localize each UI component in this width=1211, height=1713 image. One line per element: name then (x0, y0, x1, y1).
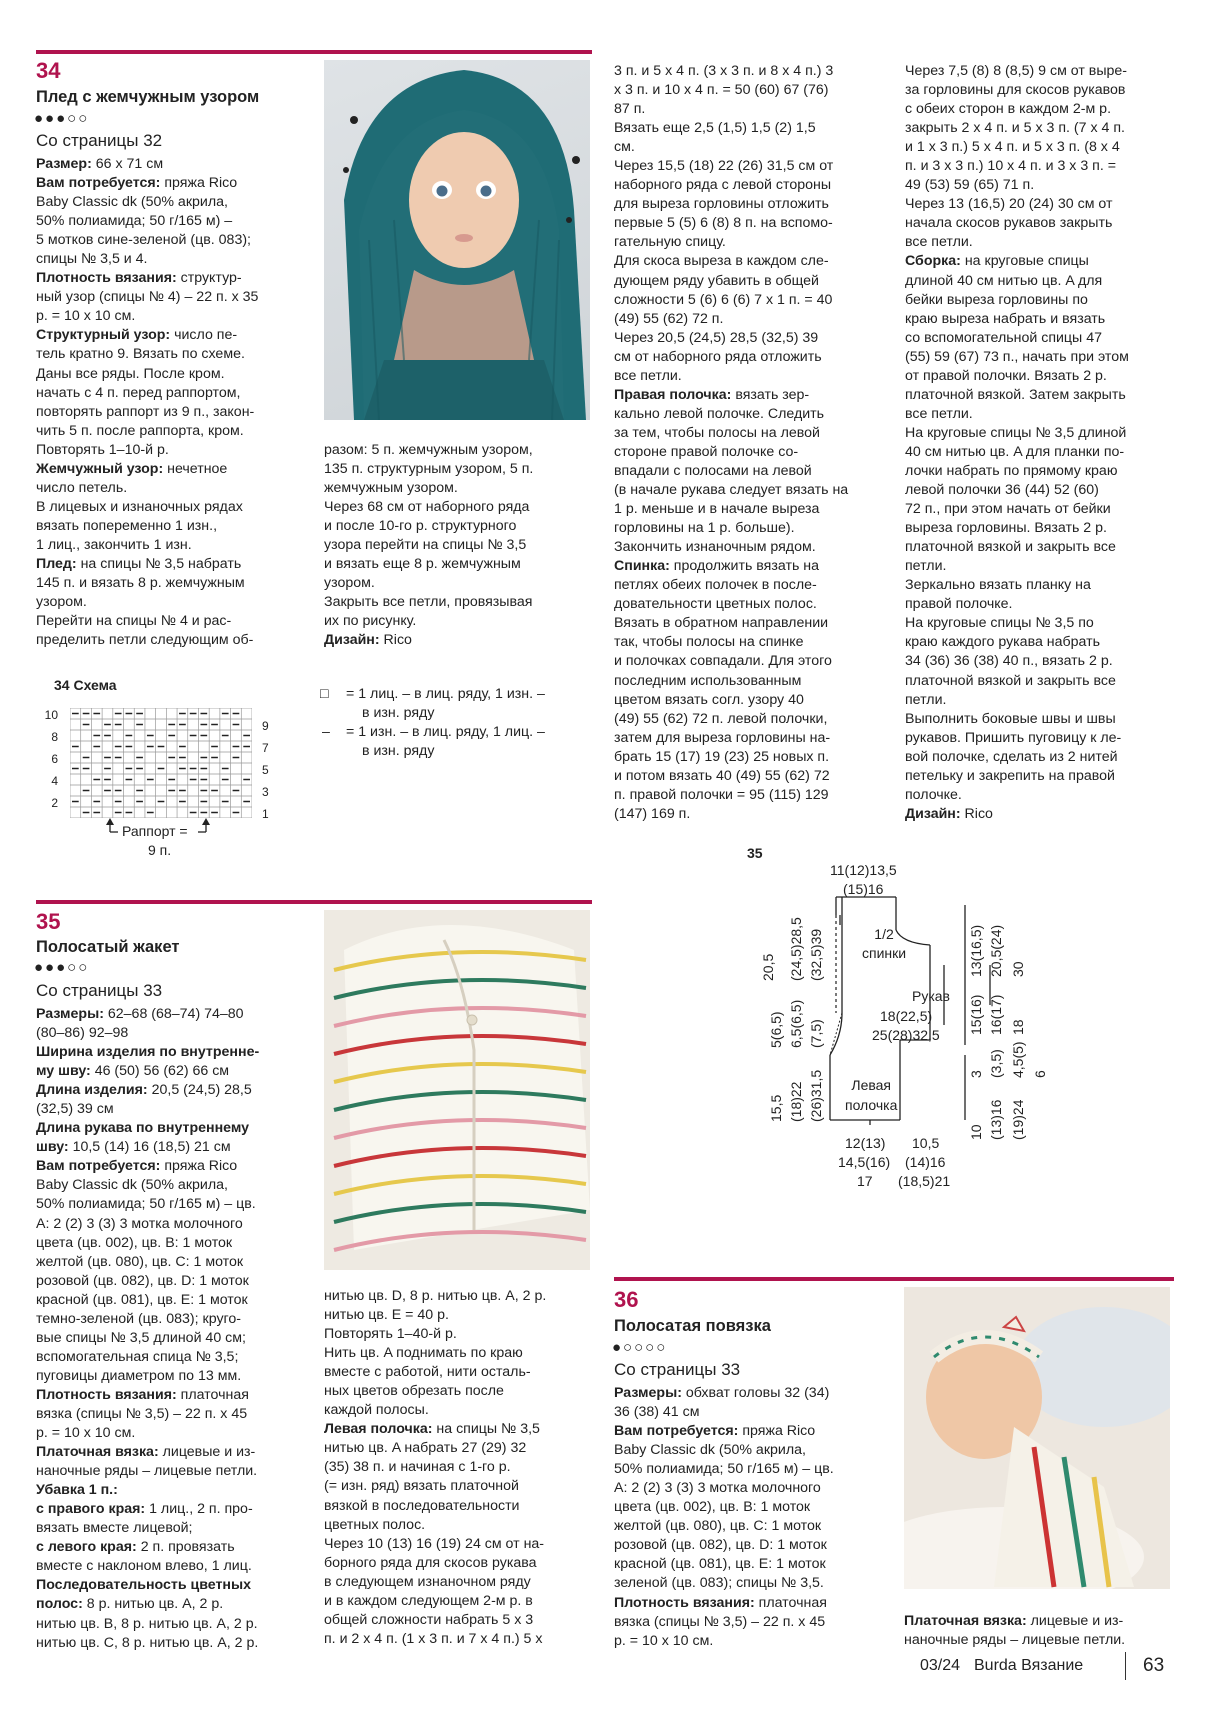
text-line: нитью цв. D, 8 р. нитью цв. A, 2 р. (324, 1288, 547, 1304)
text-line: (в начале рукава следует вязать на (614, 482, 849, 499)
text-line: Дизайн: Rico (905, 805, 993, 822)
text-line: розовой (цв. 082), цв. D: 1 моток (36, 1272, 249, 1289)
text-line: A: 2 (2) 3 (3) 3 мотка молочного (36, 1215, 243, 1232)
text-line: Сборка: на круговые спицы (905, 253, 1089, 270)
section-36-rule (614, 1277, 1174, 1281)
text-line: тель кратно 9. Вязать по схеме. (36, 346, 245, 363)
text-line: Правая полочка: вязать зер- (614, 386, 810, 403)
text-line: темно-зеленой (цв. 083); круго- (36, 1310, 242, 1327)
text-line: Размеры: обхват головы 32 (34) (614, 1385, 830, 1401)
text-line: гательную спицу. (614, 234, 726, 251)
text-line: все петли. (614, 367, 682, 384)
baby-blanket-photo (324, 60, 590, 420)
text-line: наночные ряды – лицевые петли. (36, 1463, 258, 1480)
text-line: A: 2 (2) 3 (3) 3 мотка молочного (614, 1480, 821, 1497)
text-line: сложности 5 (6) 6 (6) 7 x 1 п. = 40 (614, 291, 833, 308)
text-line: 36 (38) 41 см (614, 1404, 700, 1421)
sleeve-width-2: 25(28)32,5 (872, 1027, 940, 1043)
text-line: Длина рукава по внутреннему (36, 1120, 250, 1137)
text-line: за горловины для скосов рукавов (905, 82, 1126, 99)
text-line: пуговицы диаметром по 13 мм. (36, 1367, 242, 1384)
section-36-text-col2 (904, 1612, 1174, 1650)
dim-sleeve-bottom-2: (14)16 (905, 1154, 946, 1170)
text-line: ных цветов обрезать после (324, 1383, 504, 1400)
text-line: затем для выреза горловины на- (614, 729, 831, 746)
dim-armhole-group: 5(6,5) 6,5(6,5) (7,5) (768, 999, 824, 1048)
text-line: жемчужным узором. (324, 480, 458, 497)
dim-length-group: 20,5 (24,5)28,5 (32,5)39 (760, 917, 824, 981)
text-line: Вязать в обратном направлении (614, 615, 829, 632)
text-line: 87 п. (614, 101, 646, 118)
dim-neck-width-1: 11(12)13,5 (830, 862, 897, 878)
text-line: см. (614, 139, 635, 156)
rapport-count: 9 п. (148, 842, 172, 858)
text-line: борного ряда для скосов рукава (324, 1554, 537, 1571)
text-line: левой полочки 36 (44) 52 (60) (905, 482, 1099, 499)
section-34-text-col2 (324, 441, 594, 651)
text-line: Через 20,5 (24,5) 28,5 (32,5) 39 (614, 329, 819, 346)
text-line: вой полочке, сделать из 2 нитей (905, 748, 1118, 765)
text-line: и 1 x 3 п.) 5 x 4 п. и 5 x 3 п. (8 x 4 (905, 139, 1120, 156)
text-line: дующем ряду убавить в общей (614, 272, 819, 289)
text-line: красной (цв. 081), цв. E: 1 моток (614, 1556, 826, 1573)
text-line: полочке. (905, 786, 962, 803)
text-line: за тем, чтобы полосы на левой (614, 424, 820, 441)
text-line: (55) 59 (67) 73 п., начать при этом (905, 348, 1129, 365)
text-line: Структурный узор: число пе- (36, 327, 238, 344)
section-36-text-col1 (614, 1384, 884, 1651)
text-line: Выполнить боковые швы и швы (905, 710, 1116, 727)
text-line: р. = 10 x 10 см. (614, 1632, 714, 1649)
text-line: горловины на 1 р. больше). (614, 520, 795, 537)
text-line: вязка (спицы № 3,5) – 22 п. x 45 (614, 1613, 826, 1630)
text-line: В лицевых и изнаночных рядах (36, 498, 243, 515)
text-line: Дизайн: Rico (324, 632, 412, 649)
text-line: общей сложности набрать 5 x 3 (324, 1611, 534, 1628)
text-line: вязка (спицы № 3,5) – 22 п. x 45 (36, 1405, 248, 1422)
text-line: и вязать еще 8 р. жемчужным (324, 556, 521, 573)
text-line: узора перейти на спицы № 3,5 (324, 537, 527, 554)
text-line: нитью цв. C, 8 р. нитью цв. A, 2 р. (36, 1634, 259, 1651)
text-line: с правого края: 1 лиц., 2 п. про- (36, 1501, 253, 1518)
text-line: 3 п. и 5 x 4 п. (3 x 3 п. и 8 x 4 п.) 3 (614, 63, 834, 79)
dim-neck-width-2: (15)16 (843, 881, 884, 897)
text-line: Закончить изнаночным рядом. (614, 539, 816, 556)
section-35-rule (36, 900, 592, 904)
text-line: Вам потребуется: пряжа Rico (614, 1423, 816, 1440)
text-line: (= изн. ряд) вязать платочной (324, 1478, 519, 1495)
footer-page-number: 63 (1143, 1655, 1165, 1676)
dim-bottom-2: 14,5(16) (838, 1154, 891, 1170)
text-line: (147) 169 п. (614, 805, 691, 822)
text-line: с левого края: 2 п. провязать (36, 1539, 235, 1556)
text-line: разом: 5 п. жемчужным узором, (324, 442, 533, 458)
scheme-left-row-numbers: 10 8 6 4 2 (44, 708, 58, 810)
dim-right-mid-group: 15(16) 16(17) 18 (968, 994, 1026, 1035)
text-line: так, чтобы полосы на спинке (614, 634, 804, 651)
text-line: вязать вместе лицевой; (36, 1520, 193, 1537)
text-line: лочки набрать по прямому краю (905, 462, 1118, 479)
text-line: с обеих сторон в каждом 2-м р. (905, 101, 1112, 118)
text-line: Через 13 (16,5) 20 (24) 30 см от (905, 196, 1113, 213)
text-line: Вязать еще 2,5 (1,5) 1,5 (2) 1,5 (614, 120, 816, 137)
text-line: рукавов. Пришить пуговицу к ле- (905, 729, 1122, 746)
text-line: Последовательность цветных (36, 1577, 251, 1594)
text-line: краю каждого рукава набрать (905, 634, 1100, 651)
text-line: Левая полочка: на спицы № 3,5 (324, 1421, 540, 1438)
text-line: 40 см нитью цв. A для планки по- (905, 443, 1125, 460)
text-line: в следующем изнаночном ряду (324, 1573, 531, 1590)
text-line: пределить петли следующим об- (36, 632, 254, 649)
text-line: для выреза горловины отложить (614, 196, 829, 213)
section-34-title: Плед с жемчужным узором (36, 88, 260, 106)
text-line: x 3 п. и 10 x 4 п. = 50 (60) 67 (76) (614, 82, 829, 99)
text-line: спицы № 3,5 и 4. (36, 251, 148, 268)
text-line: 50% полиамида; 50 г/165 м) – цв. (36, 1196, 256, 1213)
text-line: Плед: на спицы № 3,5 набрать (36, 555, 242, 572)
dim-right-cuff-group: 3 (3,5) 4,5(5) 6 (968, 1041, 1048, 1078)
text-line: 49 (53) 59 (65) 71 п. (905, 177, 1035, 194)
back-piece-label: 1/2 спинки (862, 926, 907, 961)
text-line: му шву: 46 (50) 56 (62) 66 см (36, 1063, 230, 1080)
text-line: Baby Classic dk (50% акрила, (36, 194, 228, 211)
section-34-number: 34 (36, 58, 61, 83)
text-line: впадали с полосами на левой (614, 462, 812, 479)
text-line: (80–86) 92–98 (36, 1025, 129, 1042)
rapport-label: Раппорт = (122, 823, 188, 839)
text-line: вые спицы № 3,5 длиной 40 см; (36, 1329, 246, 1346)
text-line: Вам потребуется: пряжа Rico (36, 1158, 238, 1175)
text-line: все петли. (905, 405, 973, 422)
text-line: и полочках совпадали. Для этого (614, 653, 832, 670)
text-line: брать 15 (17) 19 (23) 25 новых п. (614, 748, 830, 765)
footer-magazine: Burda Вязание (974, 1657, 1084, 1674)
dim-sleeve-bottom-1: 10,5 (912, 1135, 940, 1151)
footer-issue: 03/24 (920, 1657, 961, 1674)
text-line: длиной 40 см нитью цв. A для (905, 272, 1103, 289)
text-line: начать с 4 п. перед раппортом, (36, 384, 241, 401)
text-line: правой полочке. (905, 596, 1013, 613)
text-line: (49) 55 (62) 72 п. (614, 310, 724, 327)
text-line: вместе с работой, нити осталь- (324, 1364, 531, 1381)
section-34-source: Со страницы 32 (36, 131, 163, 150)
text-line: Через 68 см от наборного ряда (324, 499, 530, 516)
text-line: шву: 10,5 (14) 16 (18,5) 21 см (36, 1139, 231, 1156)
text-line: все петли. (905, 234, 973, 251)
sleeve-width-1: 18(22,5) (880, 1008, 933, 1024)
text-line: кально левой полочке. Следить (614, 405, 825, 422)
text-line: 145 п. и вязать 8 р. жемчужным (36, 575, 245, 592)
text-line: вместе с наклоном влево, 1 лиц. (36, 1558, 252, 1575)
text-line: Жемчужный узор: нечетное (36, 460, 228, 477)
text-line: Baby Classic dk (50% акрила, (36, 1177, 228, 1194)
text-line: ный узор (спицы № 4) – 22 п. x 35 (36, 289, 259, 306)
text-line: 50% полиамида; 50 г/165 м) – цв. (614, 1461, 834, 1478)
text-line: платочной вязкой и закрыть все (905, 672, 1116, 689)
text-line: Размеры: 62–68 (68–74) 74–80 (36, 1006, 244, 1022)
diagram-35-number: 35 (747, 845, 763, 861)
text-line: Через 7,5 (8) 8 (8,5) 9 см от выре- (905, 63, 1128, 79)
text-line: 135 п. структурным узором, 5 п. (324, 461, 534, 478)
text-line: 50% полиамида; 50 г/165 м) – (36, 213, 233, 230)
text-line: платочной вязкой и закрыть все (905, 539, 1116, 556)
text-line: зеленой (цв. 083); спицы № 3,5. (614, 1575, 824, 1592)
text-line: повторять раппорт из 9 п., закон- (36, 403, 255, 420)
text-line: 1 р. меньше и в начале выреза (614, 501, 820, 518)
text-line: Через 10 (13) 16 (19) 24 см от на- (324, 1535, 545, 1552)
text-line: желтой (цв. 080), цв. C: 1 моток (614, 1518, 822, 1535)
text-line: вязать попеременно 1 изн., (36, 517, 218, 534)
text-line: Закрыть все петли, провязывая (324, 594, 533, 611)
difficulty-rating-35: ●●●○○ (34, 959, 90, 976)
section-36-title: Полосатая повязка (614, 1317, 771, 1335)
text-line: Перейти на спицы № 4 и рас- (36, 613, 232, 630)
text-line: Ширина изделия по внутренне- (36, 1044, 260, 1061)
text-line: наночные ряды – лицевые петли. (904, 1632, 1126, 1649)
text-line: стороне правой полочке со- (614, 443, 799, 460)
text-line: платочной вязкой. Затем закрыть (905, 386, 1126, 403)
text-line: Плотность вязания: платочная (614, 1594, 827, 1611)
text-line: цвета (цв. 002), цв. B: 1 моток (614, 1499, 811, 1516)
text-line: со вспомогательной спицы 47 (905, 329, 1102, 346)
headband-photo (904, 1287, 1170, 1589)
section-34-rule (36, 50, 592, 54)
difficulty-rating-34: ●●●○○ (34, 110, 90, 127)
text-line: петлях обеих полочек в после- (614, 577, 817, 594)
text-line: 1 лиц., закончить 1 изн. (36, 536, 192, 553)
section-35-title: Полосатый жакет (36, 938, 180, 956)
text-line: см от наборного ряда отложить (614, 348, 822, 365)
text-line: каждой полосы. (324, 1402, 429, 1419)
text-line: число петель. (36, 479, 128, 496)
scheme-34-grid (70, 708, 252, 818)
text-line: Повторять 1–40-й р. (324, 1326, 457, 1343)
text-line: первые 5 (5) 6 (8) 8 п. на вспомо- (614, 215, 833, 232)
text-line: На круговые спицы № 3,5 длиной (905, 424, 1127, 441)
text-line: Baby Classic dk (50% акрила, (614, 1442, 806, 1459)
jacket-text-col3 (614, 62, 884, 824)
dim-bottom-1: 12(13) (845, 1135, 886, 1151)
text-line: красной (цв. 081), цв. E: 1 моток (36, 1291, 248, 1308)
text-line: нитью цв. A набрать 27 (29) 32 (324, 1440, 527, 1457)
text-line: р. = 10 x 10 см. (36, 1425, 136, 1442)
difficulty-rating-36: ●○○○○ (612, 1339, 668, 1356)
text-line: чить 5 п. после раппорта, кром. (36, 422, 244, 439)
text-line: закрыть 2 x 4 п. и 5 x 3 п. (7 x 4 п. (905, 120, 1125, 137)
text-line: п. правой полочки = 95 (115) 129 (614, 786, 829, 803)
text-line: п. и 2 x 4 п. (1 x 3 п. и 7 x 4 п.) 5 x (324, 1630, 543, 1647)
text-line: узором. (324, 575, 375, 592)
text-line: (32,5) 39 см (36, 1101, 114, 1118)
text-line: Длина изделия: 20,5 (24,5) 28,5 (36, 1082, 252, 1099)
text-line: Платочная вязка: лицевые и из- (36, 1444, 256, 1461)
text-line: Плотность вязания: структур- (36, 270, 242, 287)
text-line: На круговые спицы № 3,5 по (905, 615, 1094, 632)
scheme-right-row-numbers: 9 7 5 3 1 (262, 719, 269, 821)
text-line: Через 15,5 (18) 22 (26) 31,5 см от (614, 158, 834, 175)
text-line: петельку и закрепить на правой (905, 767, 1115, 784)
text-line: цвета (цв. 002), цв. B: 1 моток (36, 1234, 233, 1251)
dim-right-bottom-group: 10 (13)16 (19)24 (968, 1099, 1026, 1140)
text-line: розовой (цв. 082), цв. D: 1 моток (614, 1537, 827, 1554)
section-36-source: Со страницы 33 (614, 1360, 741, 1379)
text-line: узором. (36, 594, 87, 611)
dim-bottom-3: 17 (857, 1173, 873, 1189)
text-line: Спинка: продолжить вязать на (614, 558, 820, 575)
text-line: петли. (905, 691, 947, 708)
text-line: начала скосов рукавов закрыть (905, 215, 1113, 232)
section-35-text-col1 (36, 1005, 306, 1653)
text-line: Вам потребуется: пряжа Rico (36, 175, 238, 192)
text-line: нитью цв. B, 8 р. нитью цв. A, 2 р. (36, 1615, 258, 1632)
text-line: вспомогательная спица № 3,5; (36, 1348, 239, 1365)
text-line: желтой (цв. 080), цв. C: 1 моток (36, 1253, 244, 1270)
text-line: довательности цветных полос. (614, 596, 817, 613)
text-line: и после 10-го р. структурного (324, 518, 517, 535)
text-line: полос: 8 р. нитью цв. A, 2 р. (36, 1596, 224, 1613)
text-line: бейки выреза горловины по (905, 291, 1088, 308)
text-line: 72 п., при этом начать от бейки (905, 501, 1111, 518)
text-line: Убавка 1 п.: (36, 1482, 118, 1499)
text-line: Размер: 66 x 71 см (36, 156, 164, 172)
dim-right-top-group: 13(16,5) 20,5(24) 30 (968, 924, 1026, 977)
text-line: Плотность вязания: платочная (36, 1386, 249, 1403)
text-line: (35) 38 п. и начиная с 1-го р. (324, 1459, 511, 1476)
text-line: Повторять 1–10-й р. (36, 441, 169, 458)
section-34-text-col1 (36, 155, 296, 650)
text-line: их по рисунку. (324, 613, 417, 630)
text-line: п. и 3 x 3 п.) 10 x 4 п. и 3 x 3 п. = (905, 158, 1116, 175)
left-front-label: Левая полочка (845, 1077, 898, 1113)
text-line: цветом вязать согл. узору 40 (614, 691, 804, 708)
text-line: Платочная вязка: лицевые и из- (904, 1613, 1124, 1629)
scheme-34-title: 34 Схема (54, 677, 117, 693)
dim-side-group: 15,5 (18)22 (26)31,5 (768, 1069, 824, 1122)
text-line: краю выреза набрать и вязать (905, 310, 1106, 327)
text-line: Зеркально вязать планку на (905, 577, 1091, 594)
section-35-source: Со страницы 33 (36, 981, 163, 1000)
text-line: последним использованным (614, 672, 802, 689)
text-line: Даны все ряды. После кром. (36, 365, 225, 382)
text-line: р. = 10 x 10 см. (36, 308, 136, 325)
text-line: вязкой в последовательности (324, 1497, 520, 1514)
text-line: (49) 55 (62) 72 п. левой полочки, (614, 710, 828, 727)
text-line: Для скоса выреза в каждом сле- (614, 253, 829, 270)
text-line: цветных полос. (324, 1516, 426, 1533)
text-line: 5 мотков сине-зеленой (цв. 083); (36, 232, 252, 249)
text-line: выреза горловины. Вязать 2 р. (905, 520, 1107, 537)
section-35-text-col2 (324, 1287, 594, 1649)
section-36-number: 36 (614, 1287, 639, 1312)
text-line: нитью цв. E = 40 р. (324, 1307, 449, 1324)
text-line: от правой полочки. Вязать 2 р. (905, 367, 1107, 384)
text-line: наборного ряда с левой стороны (614, 177, 832, 194)
striped-jacket-photo (324, 910, 590, 1270)
section-35-number: 35 (36, 909, 61, 934)
sleeve-label: Рукав (912, 988, 950, 1004)
text-line: Нить цв. A поднимать по краю (324, 1345, 523, 1362)
text-line: и в каждом следующем 2-м р. в (324, 1592, 533, 1609)
jacket-text-col4 (905, 62, 1180, 824)
footer-divider (1125, 1652, 1126, 1680)
text-line: петли. (905, 558, 947, 575)
text-line: 34 (36) 36 (38) 40 п., вязать 2 р. (905, 653, 1113, 670)
text-line: и потом вязать 40 (49) 55 (62) 72 (614, 767, 830, 784)
dim-sleeve-bottom-3: (18,5)21 (898, 1173, 951, 1189)
